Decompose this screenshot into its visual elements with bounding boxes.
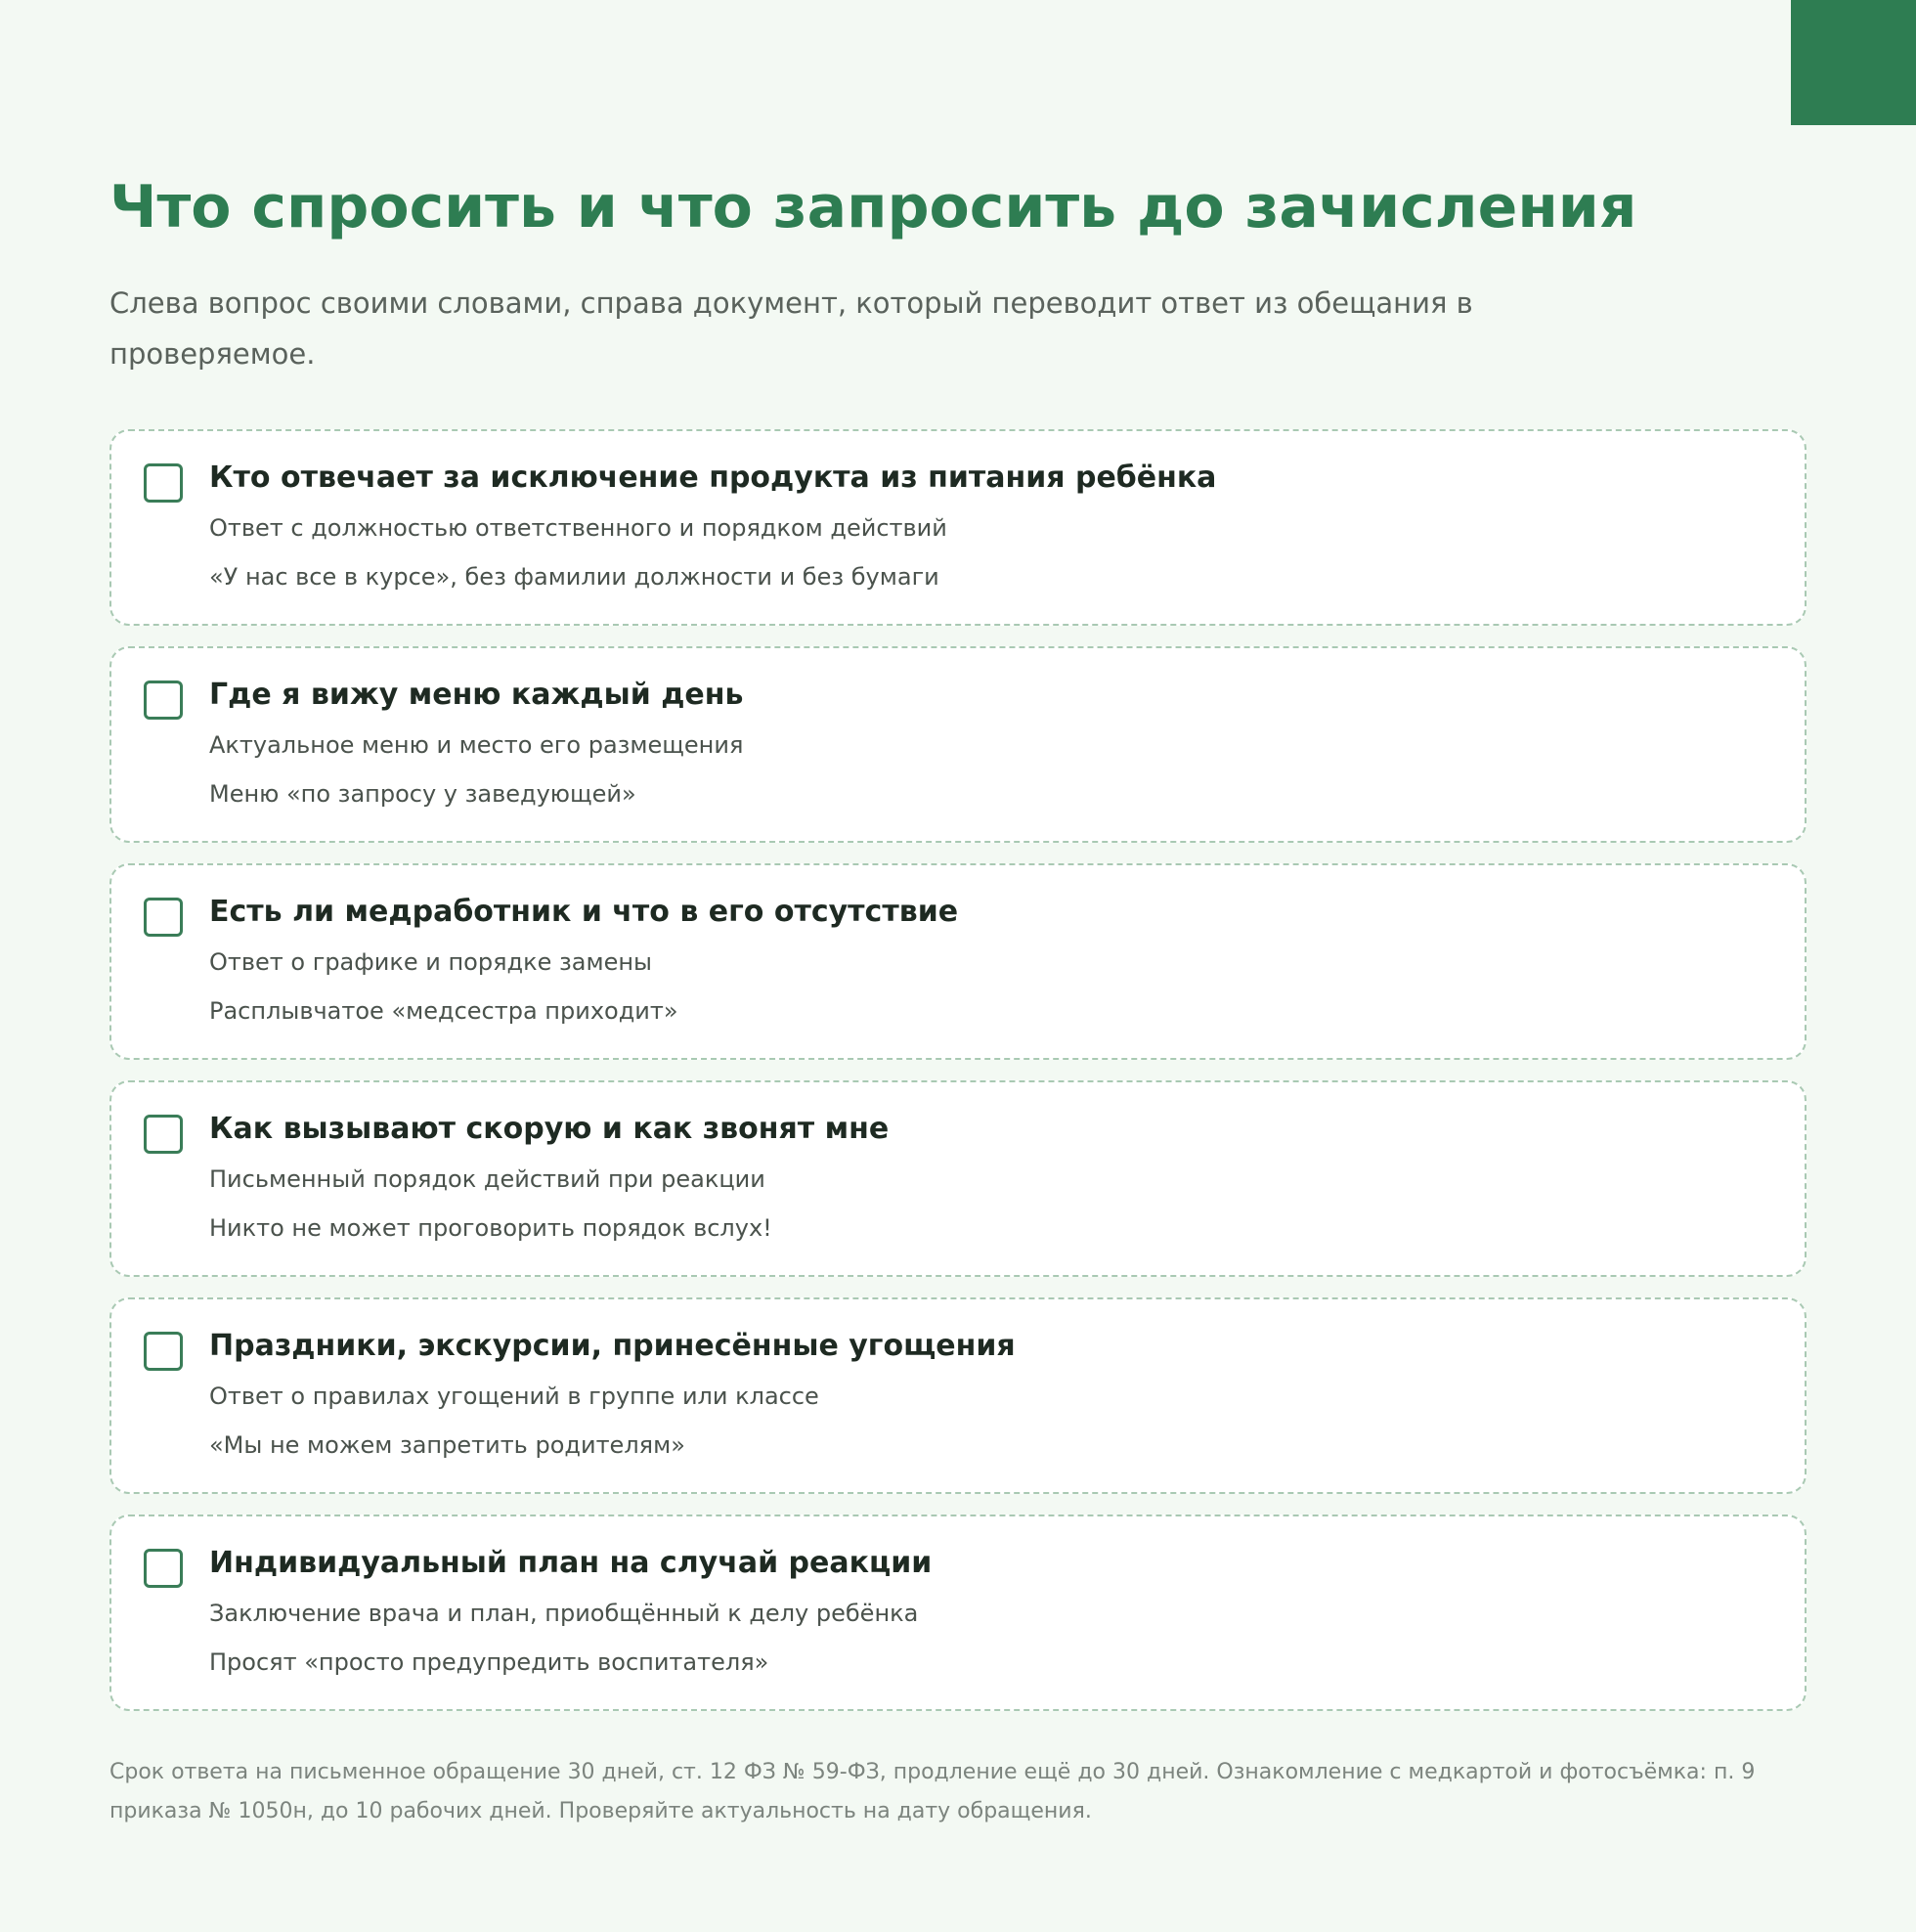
item-question: Индивидуальный план на случай реакции <box>209 1546 933 1580</box>
item-red-flag: Расплывчатое «медсестра приходит» <box>209 997 678 1025</box>
item-expected-answer: Ответ о графике и порядке замены <box>209 948 652 976</box>
item-question: Кто отвечает за исключение продукта из питания ребёнка <box>209 461 1217 495</box>
checkbox[interactable] <box>144 463 183 503</box>
checklist-item <box>109 1515 1807 1711</box>
item-question: Как вызывают скорую и как звонят мне <box>209 1112 890 1146</box>
item-expected-answer: Ответ с должностью ответственного и порядком действий <box>209 514 947 542</box>
item-expected-answer: Письменный порядок действий при реакции <box>209 1165 765 1193</box>
checkbox[interactable] <box>144 1332 183 1371</box>
item-red-flag: Никто не может проговорить порядок вслух! <box>209 1214 772 1242</box>
item-expected-answer: Ответ о правилах угощений в группе или классе <box>209 1383 819 1410</box>
checkbox[interactable] <box>144 1549 183 1588</box>
page-title: Что спросить и что запросить до зачисления <box>109 173 1637 242</box>
page-subtitle: Слева вопрос своими словами, справа документ, который переводит ответ из обещания в проверяемое. <box>109 286 1473 371</box>
checkbox[interactable] <box>144 1115 183 1154</box>
footnote: Срок ответа на письменное обращение 30 дней, ст. 12 ФЗ № 59-ФЗ, продление ещё до 30 дней. Ознакомление с медкартой и фотосъёмка: п. 9 приказа № 1050н, до 10 рабочих дней. Проверяйте актуальность на дату обращения. <box>109 1760 1756 1823</box>
item-question: Праздники, экскурсии, принесённые угощения <box>209 1329 1016 1363</box>
item-expected-answer: Актуальное меню и место его размещения <box>209 731 744 759</box>
corner-accent <box>1791 0 1916 125</box>
checkbox[interactable] <box>144 681 183 720</box>
item-red-flag: Меню «по запросу у заведующей» <box>209 780 636 808</box>
checklist-item <box>109 646 1807 843</box>
item-expected-answer: Заключение врача и план, приобщённый к делу ребёнка <box>209 1600 919 1627</box>
checklist <box>109 429 1807 1732</box>
checklist-item <box>109 1080 1807 1277</box>
checklist-item <box>109 429 1807 626</box>
item-red-flag: Просят «просто предупредить воспитателя» <box>209 1648 769 1676</box>
checkbox[interactable] <box>144 898 183 937</box>
item-question: Где я вижу меню каждый день <box>209 678 744 712</box>
checklist-item <box>109 1297 1807 1494</box>
checklist-item <box>109 863 1807 1060</box>
item-red-flag: «Мы не можем запретить родителям» <box>209 1431 685 1459</box>
item-red-flag: «У нас все в курсе», без фамилии должности и без бумаги <box>209 563 939 591</box>
item-question: Есть ли медработник и что в его отсутствие <box>209 895 959 929</box>
